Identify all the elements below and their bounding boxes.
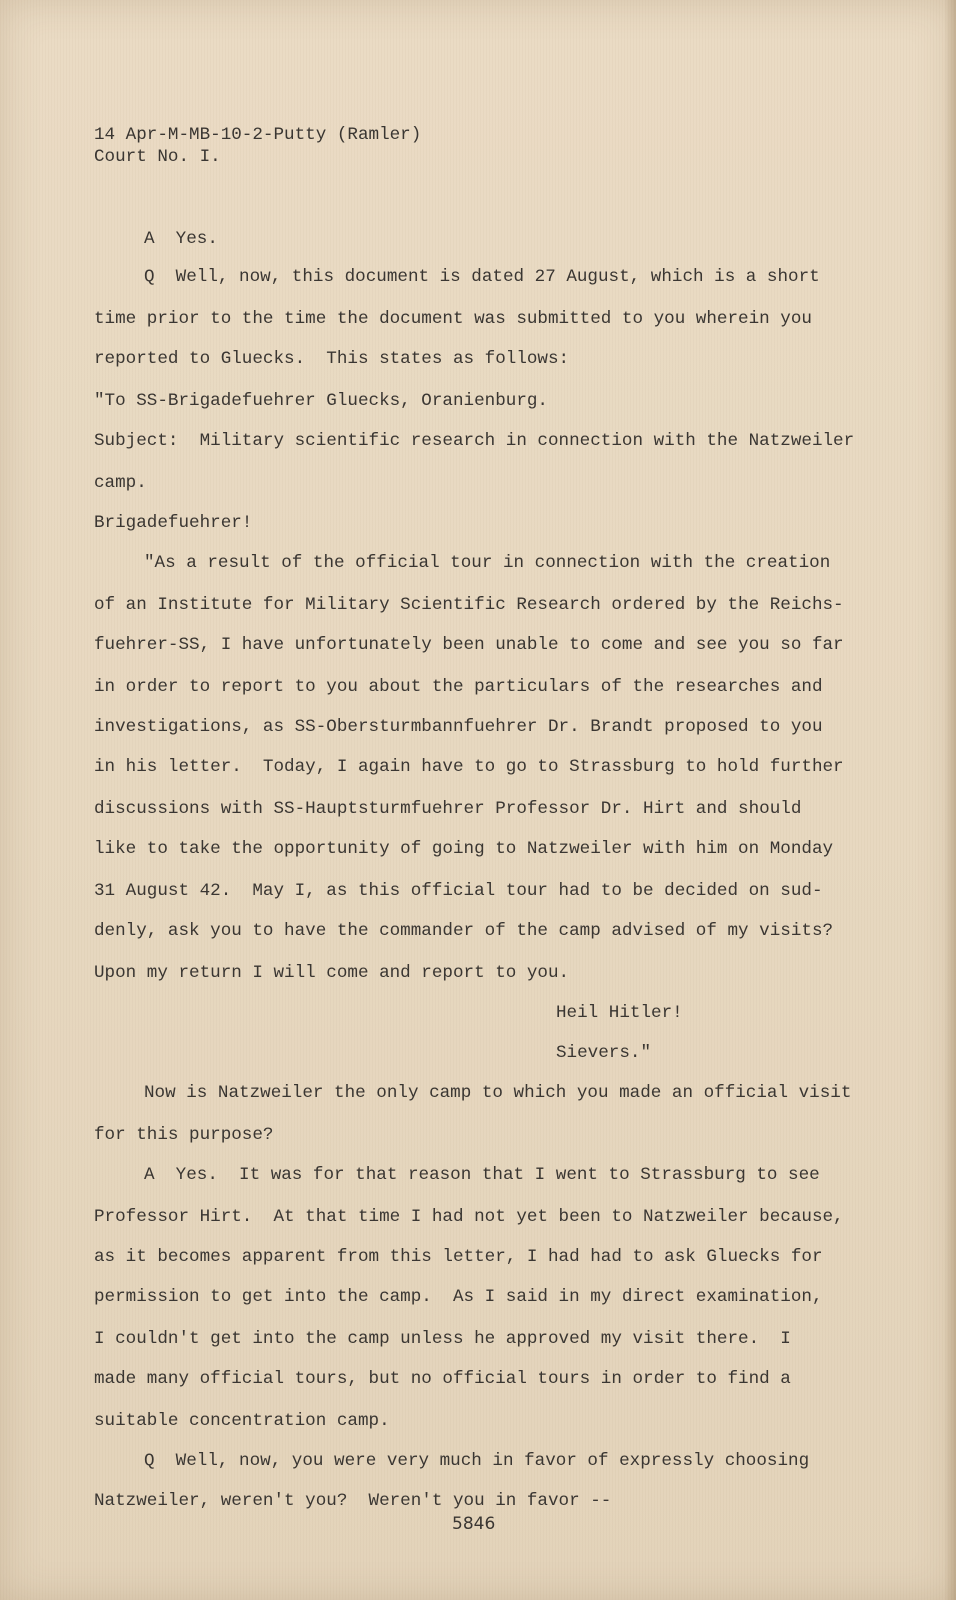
signature-line: Sievers." <box>556 1043 652 1063</box>
text-line: A Yes. <box>144 229 218 249</box>
text-line: I couldn't get into the camp unless he approved my visit there. I <box>94 1329 791 1349</box>
text-line: like to take the opportunity of going to Natzweiler with him on Monday <box>94 839 834 859</box>
text-line: Natzweiler, weren't you? Weren't you in favor -- <box>94 1491 612 1511</box>
signoff-line: Heil Hitler! <box>556 1003 683 1023</box>
text-line: in his letter. Today, I again have to go to Strassburg to hold further <box>94 757 844 777</box>
page-edge-shadow <box>944 0 956 1600</box>
text-line: Professor Hirt. At that time I had not yet been to Natzweiler because, <box>94 1207 844 1227</box>
text-line: suitable concentration camp. <box>94 1411 390 1431</box>
text-line: in order to report to you about the particulars of the researches and <box>94 677 823 697</box>
text-line: A Yes. It was for that reason that I went to Strassburg to see <box>144 1165 820 1185</box>
text-line: denly, ask you to have the commander of the camp advised of my visits? <box>94 921 834 941</box>
text-line: of an Institute for Military Scientific Research ordered by the Reichs- <box>94 595 844 615</box>
text-line: Now is Natzweiler the only camp to which you made an official visit <box>144 1083 852 1103</box>
text-line: camp. <box>94 473 147 493</box>
text-line: for this purpose? <box>94 1125 274 1145</box>
text-line: "As a result of the official tour in connection with the creation <box>144 553 831 573</box>
text-line: as it becomes apparent from this letter, I had had to ask Gluecks for <box>94 1247 823 1267</box>
text-line: Q Well, now, this document is dated 27 August, which is a short <box>144 267 820 287</box>
text-line: discussions with SS-Hauptsturmfuehrer Professor Dr. Hirt and should <box>94 799 802 819</box>
text-line: 31 August 42. May I, as this official tour had to be decided on sud- <box>94 881 823 901</box>
header-line-1: 14 Apr-M-MB-10-2-Putty (Ramler) <box>94 125 422 145</box>
text-line: reported to Gluecks. This states as follows: <box>94 349 570 369</box>
text-line: Brigadefuehrer! <box>94 513 253 533</box>
header-line-2: Court No. I. <box>94 147 221 167</box>
text-line: permission to get into the camp. As I said in my direct examination, <box>94 1287 823 1307</box>
text-line: "To SS-Brigadefuehrer Gluecks, Oranienburg. <box>94 391 548 411</box>
text-line: Q Well, now, you were very much in favor of expressly choosing <box>144 1451 810 1471</box>
text-line: investigations, as SS-Obersturmbannfuehrer Dr. Brandt proposed to you <box>94 717 823 737</box>
page-number: 5846 <box>452 1514 496 1534</box>
text-line: made many official tours, but no official tours in order to find a <box>94 1369 791 1389</box>
text-line: fuehrer-SS, I have unfortunately been unable to come and see you so far <box>94 635 844 655</box>
text-line: Upon my return I will come and report to you. <box>94 963 570 983</box>
text-line: time prior to the time the document was submitted to you wherein you <box>94 309 812 329</box>
text-line: Subject: Military scientific research in connection with the Natzweiler <box>94 431 855 451</box>
